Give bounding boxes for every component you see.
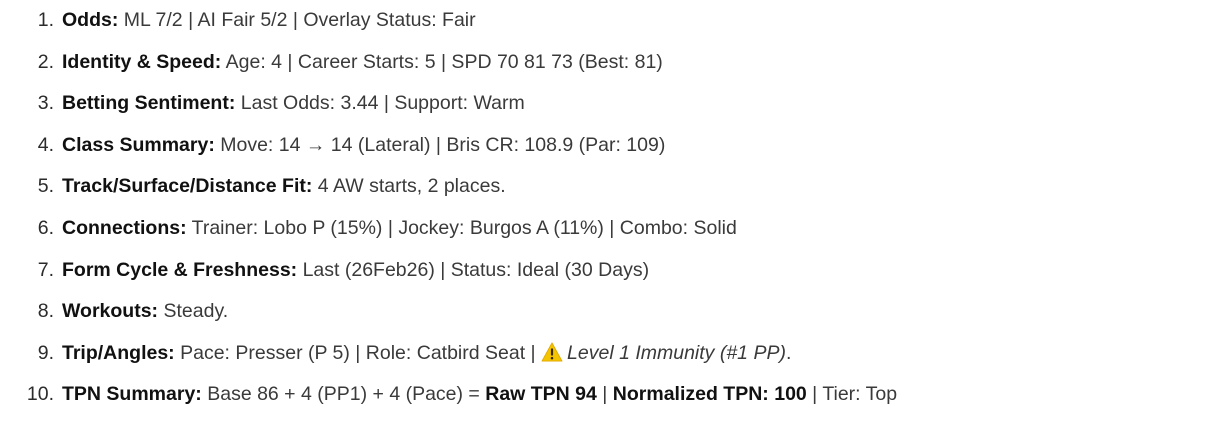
item-number: 6. bbox=[37, 216, 54, 239]
warning-icon bbox=[541, 342, 563, 362]
item-value: Age: 4 | Career Starts: 5 | SPD 70 81 73 (Best: 81) bbox=[221, 50, 663, 73]
item-number: 2. bbox=[37, 50, 54, 73]
item-number: 1. bbox=[37, 9, 54, 31]
list-item-connections bbox=[0, 208, 1205, 250]
item-label: Class Summary: bbox=[62, 133, 215, 156]
item-value: Last Odds: 3.44 | Support: Warm bbox=[235, 92, 525, 115]
item-label: Track/Surface/Distance Fit: bbox=[62, 175, 313, 198]
item-label: Trip/Angles: bbox=[62, 341, 175, 364]
item-value: Pace: Presser (P 5) | Role: Catbird Seat | bbox=[174, 341, 542, 364]
item-number: 10. bbox=[26, 383, 54, 406]
item-tier: | Tier: Top bbox=[806, 383, 898, 406]
raw-tpn-value: Raw TPN 94 bbox=[485, 383, 597, 406]
item-label: Odds: bbox=[62, 9, 119, 31]
item-value: Trainer: Lobo P (15%) | Jockey: Burgos A (11%) | Combo: Solid bbox=[186, 216, 737, 239]
list-item-form-cycle bbox=[0, 250, 1205, 292]
item-label: Form Cycle & Freshness: bbox=[62, 258, 298, 281]
item-separator: | bbox=[596, 383, 613, 406]
item-number: 8. bbox=[37, 300, 54, 323]
item-label: Workouts: bbox=[62, 300, 159, 323]
list-item-identity-speed bbox=[0, 42, 1205, 84]
normalized-tpn-value: Normalized TPN: 100 bbox=[612, 383, 807, 406]
list-item-betting-sentiment bbox=[0, 83, 1205, 125]
item-value: Last (26Feb26) | Status: Ideal (30 Days) bbox=[297, 258, 650, 281]
item-value: Steady. bbox=[158, 300, 229, 323]
list-item-class-summary bbox=[0, 125, 1205, 167]
item-label: Connections: bbox=[62, 216, 187, 239]
item-number: 7. bbox=[37, 258, 54, 281]
list-item-tpn-summary bbox=[0, 374, 1205, 416]
item-label: Identity & Speed: bbox=[62, 50, 222, 73]
item-italic-note: Level 1 Immunity (#1 PP) bbox=[567, 341, 786, 364]
list-item-track-fit bbox=[0, 166, 1205, 208]
item-value: Base 86 + 4 (PP1) + 4 (Pace) = bbox=[201, 383, 486, 406]
item-value: ML 7/2 | AI Fair 5/2 | Overlay Status: Fair bbox=[118, 9, 476, 31]
item-value: Move: 14 → 14 (Lateral) | Bris CR: 108.9 (Par: 109) bbox=[214, 133, 666, 156]
list-item-trip-angles bbox=[0, 333, 1205, 375]
item-label: TPN Summary: bbox=[62, 383, 202, 406]
item-number: 5. bbox=[37, 175, 54, 198]
item-number: 9. bbox=[37, 341, 54, 364]
item-number: 3. bbox=[37, 92, 54, 115]
item-value: 4 AW starts, 2 places. bbox=[312, 175, 506, 198]
list-item-odds bbox=[0, 0, 1205, 42]
list-item-workouts bbox=[0, 291, 1205, 333]
item-number: 4. bbox=[37, 133, 54, 156]
item-value-end: . bbox=[785, 341, 792, 364]
item-label: Betting Sentiment: bbox=[62, 92, 236, 115]
